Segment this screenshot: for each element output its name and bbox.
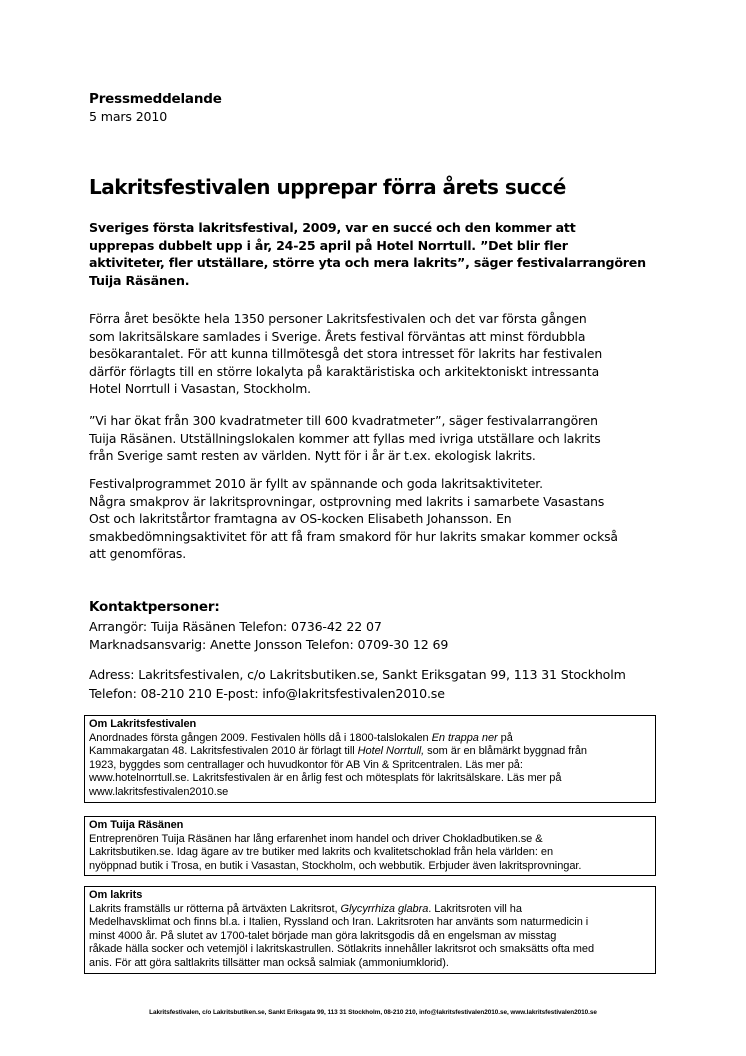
paragraph-line: Ost och lakritstårtor framtagna av OS-kocken Elisabeth Johansson. En [89, 511, 512, 526]
about-licorice-box [84, 886, 656, 974]
lead-line: aktiviteter, fler utställare, större yta och mera lakrits”, säger festivalarrangören [89, 255, 646, 270]
box-line: Entreprenören Tuija Räsänen har lång erfarenhet inom handel och driver Chokladbutiken.se & [89, 832, 543, 845]
paragraph-line: smakbedömningsaktivitet för att få fram smakord för hur lakrits smakar kommer också [89, 528, 618, 544]
box-line: minst 4000 år. På slutet av 1700-talet började man göra lakritsgodis då en engelsman av misstag [89, 929, 557, 942]
paragraph-line: ”Vi har ökat från 300 kvadratmeter till 600 kvadratmeter”, säger festivalarrangören [89, 413, 598, 428]
lead-line: upprepas dubbelt upp i år, 24-25 april på Hotel Norrtull. ”Det blir fler [89, 237, 568, 253]
box-line: Lakritsbutiken.se. Idag ägare av tre butiker med lakrits och kvalitetschoklad från hela världen: en [89, 846, 554, 859]
paragraph-line: Tuija Räsänen. Utställningslokalen kommer att fyllas med ivriga utställare och lakrits [89, 430, 601, 446]
box-line: anis. För att göra saltlakrits tillsätter man också salmiak (ammoniumklorid). [89, 956, 449, 969]
box-heading: Om Lakritsfestivalen [89, 718, 197, 730]
address-line: Adress: Lakritsfestivalen, c/o Lakritsbutiken.se, Sankt Eriksgatan 99, 113 31 Stockholm [89, 667, 626, 682]
box-line: 1923, byggdes som centrallager och huvudkontor för AB Vin & Spritcentralen. Läs mer på: [89, 758, 523, 771]
box-line: www.lakritsfestivalen2010.se [89, 785, 229, 798]
box-heading: Om lakrits [89, 889, 143, 901]
paragraph-line: Hotel Norrtull i Vasastan, Stockholm. [89, 381, 311, 396]
contact-line-marketing: Marknadsansvarig: Anette Jonsson Telefon: 0709-30 12 69 [89, 637, 449, 652]
paragraph-line: som lakritsälskare samlades i Sverige. Årets festival förväntas att minst fördubbla [89, 328, 586, 344]
about-festival-box [84, 715, 656, 803]
box-line: Anordnades första gången 2009. Festivalen hölls då i 1800-talslokalen En trappa ner på [89, 731, 513, 744]
body-paragraph-3 [89, 475, 669, 563]
contacts-heading: Kontaktpersoner: [89, 599, 220, 615]
lead-paragraph [89, 219, 689, 289]
box-line: Lakrits framställs ur rötterna på ärtväxten Lakritsrot, Glycyrrhiza glabra. Lakritsroten vill ha [89, 902, 522, 915]
paragraph-line: från Sverige samt resten av världen. Nytt för i år är t.ex. ekologisk lakrits. [89, 448, 536, 463]
release-date: 5 mars 2010 [89, 109, 168, 124]
paragraph-line: Festivalprogrammet 2010 är fyllt av spännande och goda lakritsaktiviteter. [89, 476, 543, 491]
box-line: råkade hälla socker och vetemjöl i lakritskastrullen. Sötlakrits innehåller lakritsrot och smaksätts ofta med [89, 943, 595, 956]
lead-line: Sveriges första lakritsfestival, 2009, var en succé och den kommer att [89, 220, 576, 235]
page-footer: Lakritsfestivalen, c/o Lakritsbutiken.se, Sankt Eriksgata 99, 113 31 Stockholm, 08-210 210, info@lakritsfestivalen2010.se, www.lakritsfestivalen2010.se [149, 1009, 597, 1016]
document-type-label: Pressmeddelande [89, 91, 222, 107]
box-line: Medelhavsklimat och finns bl.a. i Italien, Ryssland och Iran. Lakritsroten har använts som naturmedicin i [89, 916, 589, 929]
paragraph-line: besökarantalet. För att kunna tillmötesgå det stora intresset för lakrits har festivalen [89, 346, 603, 361]
body-paragraph-1 [89, 310, 669, 398]
phone-email-line: Telefon: 08-210 210 E-post: info@lakritsfestivalen2010.se [89, 686, 445, 701]
paragraph-line: därför förlagts till en större lokalyta på karaktäristiska och arkitektoniskt intressanta [89, 363, 600, 379]
about-tuija-box [84, 816, 656, 876]
lead-line: Tuija Räsänen. [89, 272, 190, 288]
box-heading: Om Tuija Räsänen [89, 819, 184, 831]
contact-line-organizer: Arrangör: Tuija Räsänen Telefon: 0736-42 22 07 [89, 619, 382, 634]
page-title: Lakritsfestivalen upprepar förra årets succé [89, 175, 566, 199]
paragraph-line: Förra året besökte hela 1350 personer Lakritsfestivalen och det var första gången [89, 311, 587, 326]
box-line: nyöppnad butik i Trosa, en butik i Vasastan, Stockholm, och webbutik. Erbjuder även lakritsprovningar. [89, 859, 582, 872]
box-line: www.hotelnorrtull.se. Lakritsfestivalen är en årlig fest och mötesplats för lakritsälskare. Läs mer på [89, 772, 562, 785]
body-paragraph-2 [89, 412, 669, 465]
box-line: Kammakargatan 48. Lakritsfestivalen 2010 är förlagt till Hotel Norrtull, som är en blåmärkt byggnad från [89, 745, 587, 758]
paragraph-line: Några smakprov är lakritsprovningar, ostprovning med lakrits i samarbete Vasastans [89, 493, 605, 509]
paragraph-line: att genomföras. [89, 546, 187, 561]
